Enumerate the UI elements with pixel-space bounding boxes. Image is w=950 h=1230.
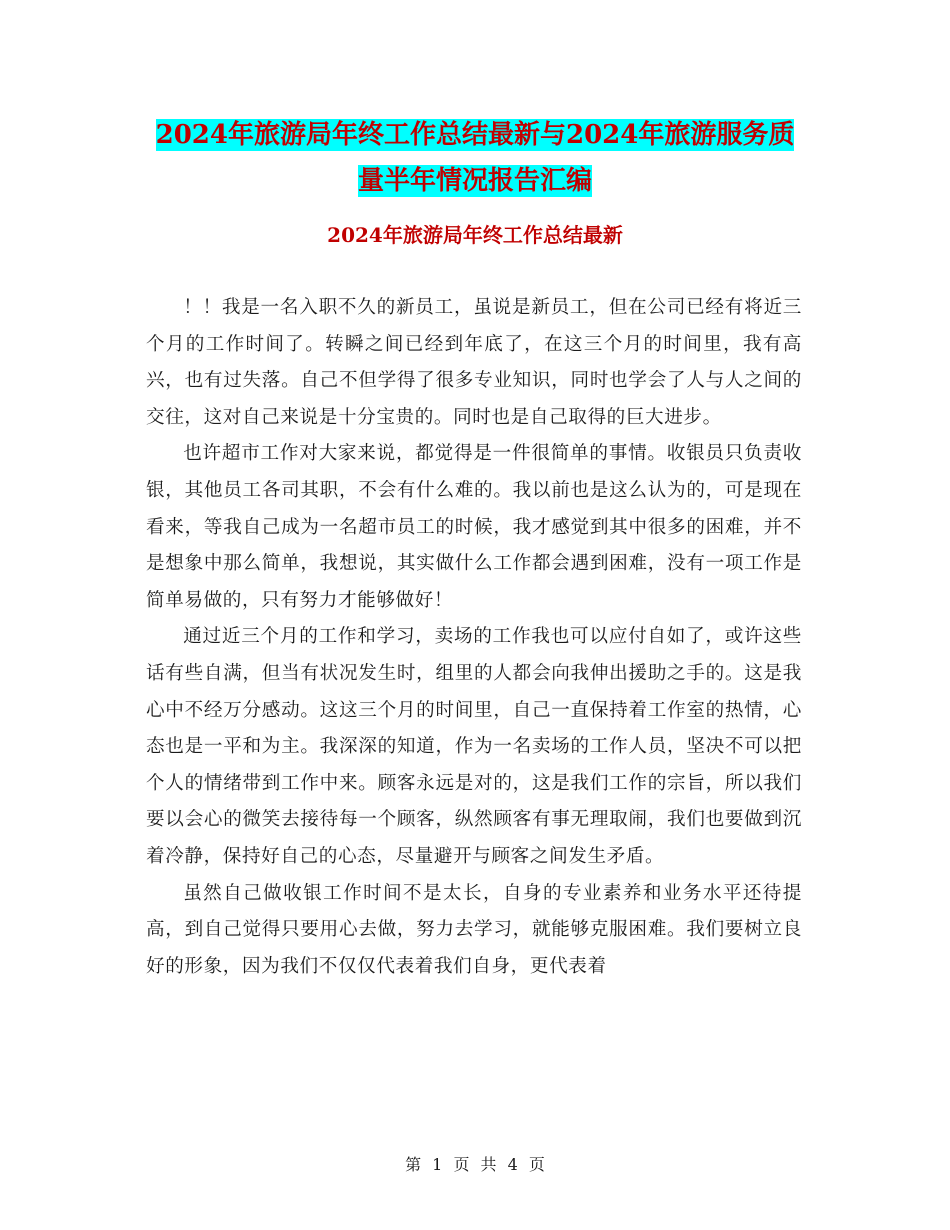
paragraph-4: 虽然自己做收银工作时间不是太长，自身的专业素养和业务水平还待提高，到自己觉得只要用心去做，努力去学习，就能够克服困难。我们要树立良好的形象，因为我们不仅仅代表着我们自身，更代表着 [146, 882, 802, 977]
document-title-line-1: 2024年旅游局年终工作总结最新与2024年旅游服务质 [155, 120, 795, 150]
document-body [146, 290, 802, 985]
paragraph-3: 通过近三个月的工作和学习，卖场的工作我也可以应付自如了，或许这些话有些自满，但当有状况发生时，组里的人都会向我伸出援助之手的。这是我心中不经万分感动。这这三个月的时间里，自己一直保持着工作室的热情，心态也是一平和为主。我深深的知道，作为一名卖场的工作人员，坚决不可以把个人的情绪带到工作中来。顾客永远是对的，这是我们工作的宗旨，所以我们要以会心的微笑去接待每一个顾客，纵然顾客有事无理取闹，我们也要做到沉着冷静，保持好自己的心态，尽量避开与顾客之间发生矛盾。 [146, 626, 802, 867]
paragraph-1: ！！我是一名入职不久的新员工，虽说是新员工，但在公司已经有将近三个月的工作时间了。转瞬之间已经到年底了，在这三个月的时间里，我有高兴，也有过失落。自己不但学得了很多专业知识，同时也学会了人与人之间的交往，这对自己来说是十分宝贵的。同时也是自己取得的巨大进步。 [146, 297, 802, 428]
section-title: 2024年旅游局年终工作总结最新 [327, 223, 623, 247]
document-title [140, 112, 810, 204]
paragraph-2: 也许超市工作对大家来说，都觉得是一件很简单的事情。收银员只负责收银，其他员工各司其职，不会有什么难的。我以前也是这么认为的，可是现在看来，等我自己成为一名超市员工的时候，我才感觉到其中很多的困难，并不是想象中那么简单，我想说，其实做什么工作都会遇到困难，没有一项工作是简单易做的，只有努力才能够做好！ [146, 443, 802, 611]
page-footer: 第 1 页 共 4 页 [405, 1155, 545, 1174]
document-title-line-2: 量半年情况报告汇编 [357, 166, 592, 196]
